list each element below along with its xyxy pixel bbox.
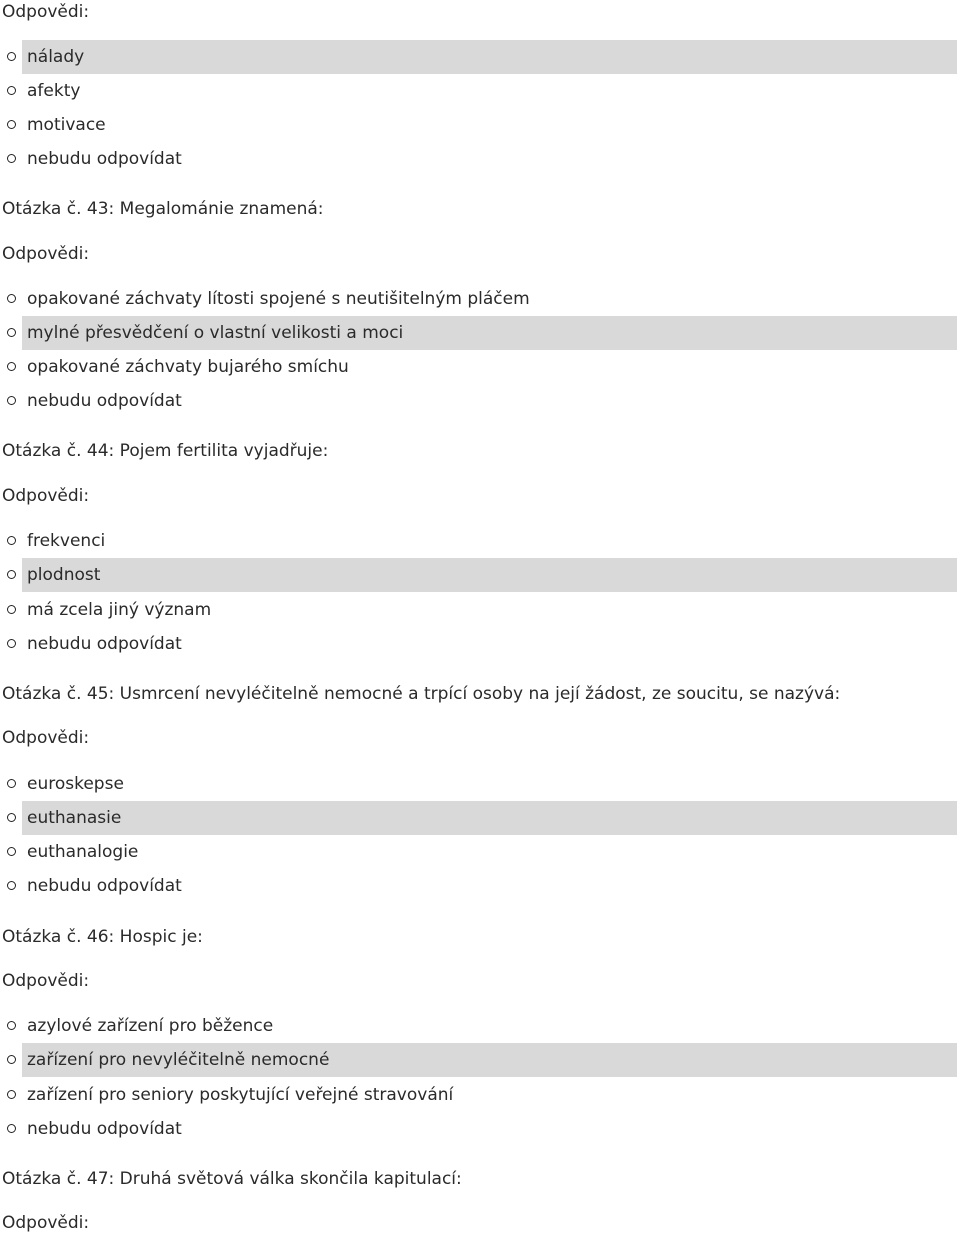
option-label: nálady — [27, 47, 85, 67]
option-label: afekty — [27, 81, 81, 101]
option-label: motivace — [27, 115, 106, 135]
option-highlight — [22, 835, 957, 869]
answer-option[interactable] — [0, 1043, 958, 1077]
answer-option[interactable] — [0, 835, 958, 869]
option-label: zařízení pro nevyléčitelně nemocné — [27, 1050, 330, 1070]
answer-option[interactable] — [0, 627, 958, 661]
answer-option[interactable] — [0, 384, 958, 418]
answer-option[interactable] — [0, 869, 958, 903]
question-title: Otázka č. 46: Hospic je: — [2, 927, 203, 947]
radio-icon[interactable] — [7, 396, 16, 405]
answers-label: Odpovědi: — [2, 486, 90, 506]
option-label: nebudu odpovídat — [27, 391, 182, 411]
question-title: Otázka č. 44: Pojem fertilita vyjadřuje: — [2, 441, 329, 461]
answer-option[interactable] — [0, 282, 958, 316]
option-highlight — [22, 801, 957, 835]
option-label: euroskepse — [27, 774, 124, 794]
answers-label: Odpovědi: — [2, 2, 90, 22]
option-label: opakované záchvaty lítosti spojené s neutišitelným pláčem — [27, 289, 530, 309]
radio-icon[interactable] — [7, 536, 16, 545]
answer-option[interactable] — [0, 767, 958, 801]
answer-option[interactable] — [0, 142, 958, 176]
option-label: plodnost — [27, 565, 101, 585]
radio-icon[interactable] — [7, 1021, 16, 1030]
option-highlight — [22, 108, 957, 142]
option-label: nebudu odpovídat — [27, 149, 182, 169]
answer-option[interactable] — [0, 524, 958, 558]
question-title: Otázka č. 43: Megalománie znamená: — [2, 199, 324, 219]
answer-option[interactable] — [0, 350, 958, 384]
answer-option[interactable] — [0, 40, 958, 74]
option-label: azylové zařízení pro běžence — [27, 1016, 274, 1036]
question-title: Otázka č. 45: Usmrcení nevyléčitelně nemocné a trpící osoby na její žádost, ze soucitu, se nazývá: — [2, 684, 841, 704]
radio-icon[interactable] — [7, 881, 16, 890]
option-highlight — [22, 74, 957, 108]
option-label: mylné přesvědčení o vlastní velikosti a moci — [27, 323, 404, 343]
answers-label: Odpovědi: — [2, 971, 90, 991]
option-label: euthanalogie — [27, 842, 139, 862]
option-label: frekvenci — [27, 531, 106, 551]
answer-option[interactable] — [0, 1078, 958, 1112]
answer-option[interactable] — [0, 593, 958, 627]
question-title: Otázka č. 47: Druhá světová válka skončila kapitulací: — [2, 1169, 462, 1189]
answer-option[interactable] — [0, 1112, 958, 1146]
option-label: zařízení pro seniory poskytující veřejné stravování — [27, 1085, 454, 1105]
radio-icon[interactable] — [7, 639, 16, 648]
option-label: nebudu odpovídat — [27, 876, 182, 896]
radio-icon[interactable] — [7, 847, 16, 856]
radio-icon[interactable] — [7, 294, 16, 303]
radio-icon[interactable] — [7, 570, 16, 579]
option-label: nebudu odpovídat — [27, 634, 182, 654]
option-label: opakované záchvaty bujarého smíchu — [27, 357, 349, 377]
radio-icon[interactable] — [7, 779, 16, 788]
option-highlight — [22, 558, 957, 592]
answer-option[interactable] — [0, 1009, 958, 1043]
radio-icon[interactable] — [7, 328, 16, 337]
answer-option[interactable] — [0, 558, 958, 592]
option-label: má zcela jiný význam — [27, 600, 212, 620]
answer-option[interactable] — [0, 801, 958, 835]
answers-label: Odpovědi: — [2, 244, 90, 264]
radio-icon[interactable] — [7, 1124, 16, 1133]
radio-icon[interactable] — [7, 1090, 16, 1099]
option-highlight — [22, 524, 957, 558]
radio-icon[interactable] — [7, 605, 16, 614]
option-highlight — [22, 767, 957, 801]
radio-icon[interactable] — [7, 813, 16, 822]
radio-icon[interactable] — [7, 86, 16, 95]
radio-icon[interactable] — [7, 1055, 16, 1064]
answer-option[interactable] — [0, 74, 958, 108]
answers-label: Odpovědi: — [2, 728, 90, 748]
answer-option[interactable] — [0, 108, 958, 142]
option-highlight — [22, 40, 957, 74]
answer-option[interactable] — [0, 316, 958, 350]
option-label: nebudu odpovídat — [27, 1119, 182, 1139]
answers-label: Odpovědi: — [2, 1213, 90, 1233]
radio-icon[interactable] — [7, 120, 16, 129]
option-label: euthanasie — [27, 808, 122, 828]
radio-icon[interactable] — [7, 362, 16, 371]
radio-icon[interactable] — [7, 154, 16, 163]
radio-icon[interactable] — [7, 52, 16, 61]
